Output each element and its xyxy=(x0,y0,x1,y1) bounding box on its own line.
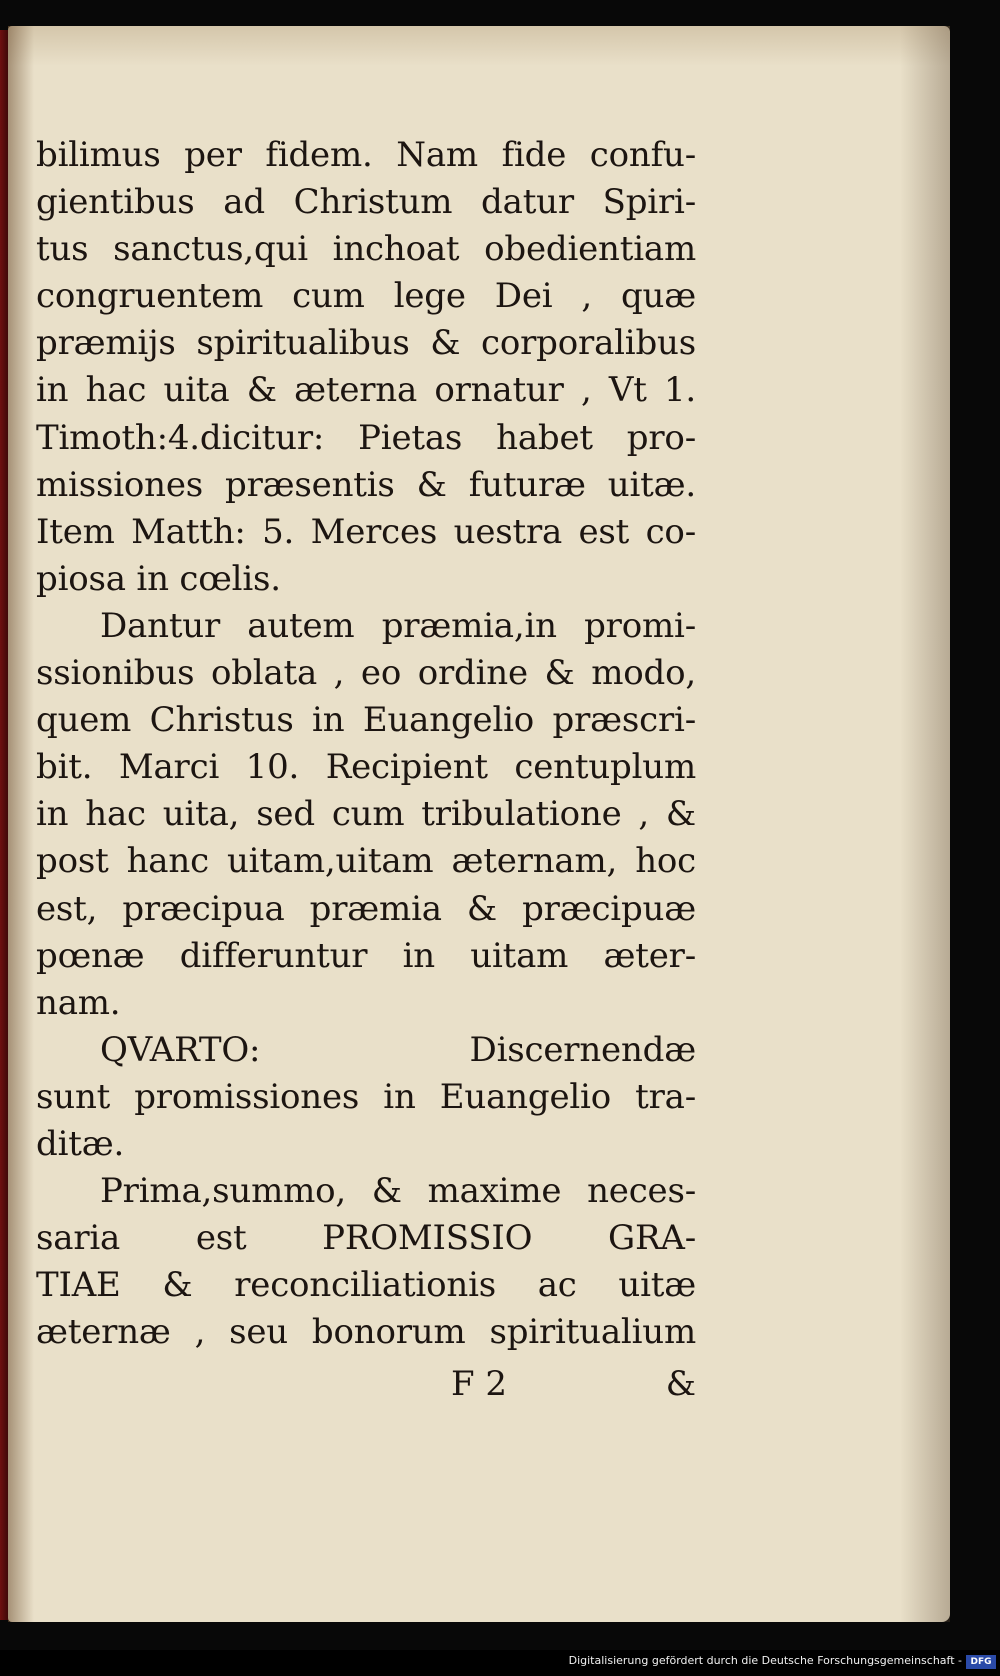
page-footer xyxy=(36,1364,696,1414)
text-line: ditæ. xyxy=(36,1123,125,1164)
credit-bar xyxy=(0,1650,1000,1676)
text-line: sunt promissiones in Euangelio tra- xyxy=(36,1076,696,1117)
text-line: saria est PROMISSIO GRA- xyxy=(36,1218,696,1259)
text-line: pœnæ differuntur in uitam æter- xyxy=(36,935,696,976)
signature-mark: F 2 xyxy=(451,1364,508,1404)
text-line: Timoth:4.dicitur: Pietas habet pro- xyxy=(36,417,696,458)
text-line: nam. xyxy=(36,982,121,1023)
text-line: præmijs spiritualibus & corporalibus xyxy=(36,323,696,364)
text-line: congruentem cum lege Dei , quæ xyxy=(36,276,696,317)
text-line: in hac uita, sed cum tribulatione , & xyxy=(36,794,696,835)
text-line: ssionibus oblata , eo ordine & modo, xyxy=(36,653,696,694)
text-line: æternæ , seu bonorum spiritualium xyxy=(36,1312,696,1353)
text-line: Item Matth: 5. Merces uestra est co- xyxy=(36,511,696,552)
dfg-logo: DFG xyxy=(966,1655,996,1669)
text-line: quem Christus in Euangelio præscri- xyxy=(36,700,696,741)
page-edge-shadow xyxy=(900,26,950,1622)
text-line: gientibus ad Christum datur Spiri- xyxy=(36,182,696,223)
body-text xyxy=(36,132,696,1356)
page-gutter-shadow xyxy=(8,26,34,1622)
page-stain xyxy=(8,26,950,66)
text-line: bit. Marci 10. Recipient centuplum xyxy=(36,747,696,788)
paragraph-start-line: Dantur autem præmia,in promi- xyxy=(100,605,696,646)
funding-credit: Digitalisierung gefördert durch die Deutsche Forschungsgemeinschaft - xyxy=(568,1654,962,1667)
text-line: tus sanctus,qui inchoat obedientiam xyxy=(36,229,696,270)
paragraph-start-line: Prima,summo, & maxime neces- xyxy=(100,1171,696,1212)
text-line: post hanc uitam,uitam æternam, hoc xyxy=(36,841,696,882)
text-line: missiones præsentis & futuræ uitæ. xyxy=(36,464,696,505)
text-line: bilimus per fidem. Nam fide confu- xyxy=(36,135,696,175)
catchword: & xyxy=(665,1364,696,1404)
section-heading-line: QVARTO: Discernendæ xyxy=(100,1029,696,1070)
text-line: TIAE & reconciliationis ac uitæ xyxy=(36,1265,696,1306)
text-line: est, præcipua præmia & præcipuæ xyxy=(36,888,696,929)
text-line: piosa in cœlis. xyxy=(36,558,281,599)
text-line: in hac uita & æterna ornatur , Vt 1. xyxy=(36,370,696,411)
